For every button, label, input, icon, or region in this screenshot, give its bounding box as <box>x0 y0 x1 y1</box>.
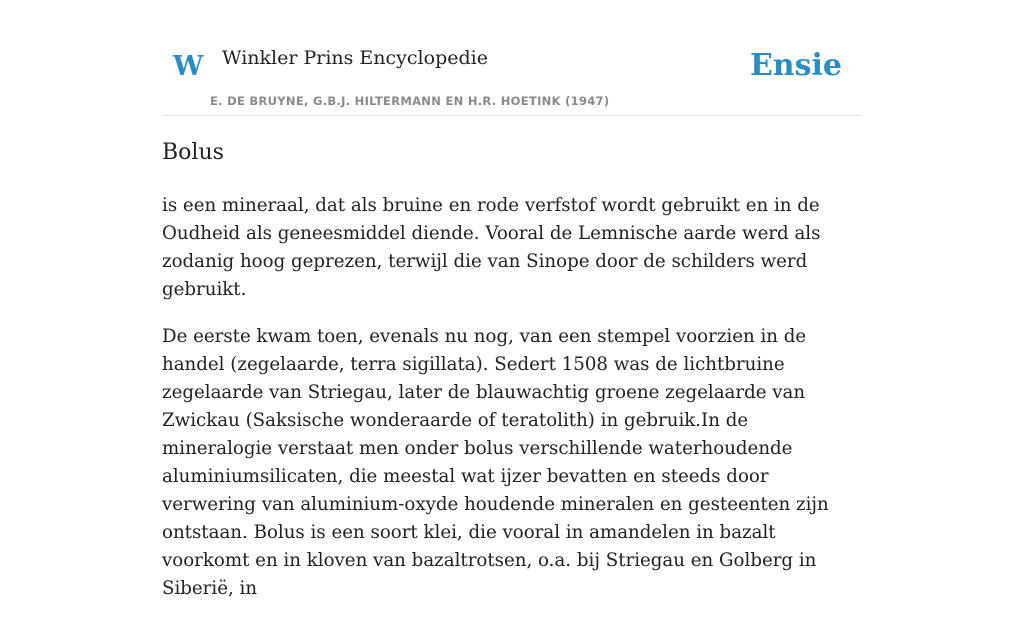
publication-title-link[interactable]: Winkler Prins Encyclopedie <box>222 47 488 69</box>
publication-logo-icon[interactable]: W <box>173 51 204 82</box>
entry-title: Bolus <box>162 140 224 165</box>
article-body <box>162 192 862 622</box>
article-paragraph: is een mineraal, dat als bruine en rode verfstof wordt gebruikt en in de Oudheid als geneesmiddel diende. Vooral de Lemnische aarde werd als zodanig hoog geprezen, terwijl die van Sinope door de schilders werd gebruikt. <box>162 195 821 300</box>
ensie-brand-logo[interactable]: Ensie <box>749 48 842 83</box>
publication-authors: E. DE BRUYNE, G.B.J. HILTERMANN EN H.R. HOETINK (1947) <box>210 94 610 108</box>
site-header <box>162 40 862 116</box>
article-paragraph: De eerste kwam toen, evenals nu nog, van een stempel voorzien in de handel (zegelaarde, terra sigillata). Sedert 1508 was de lichtbruine zegelaarde van Striegau, later de blauwachtig groene zegelaarde van Zwickau (Saksische wonderaarde of teratolith) in gebruik.In de mineralogie verstaat men onder bolus verschillende waterhoudende aluminiumsilicaten, die meestal wat ijzer bevatten en steeds door verwering van aluminium-oxyde houdende mineralen en gesteenten zijn ontstaan. Bolus is een soort klei, die vooral in amandelen in bazalt voorkomt en in kloven van bazaltrotsen, o.a. bij Striegau en Golberg in Siberië, in <box>162 326 829 599</box>
